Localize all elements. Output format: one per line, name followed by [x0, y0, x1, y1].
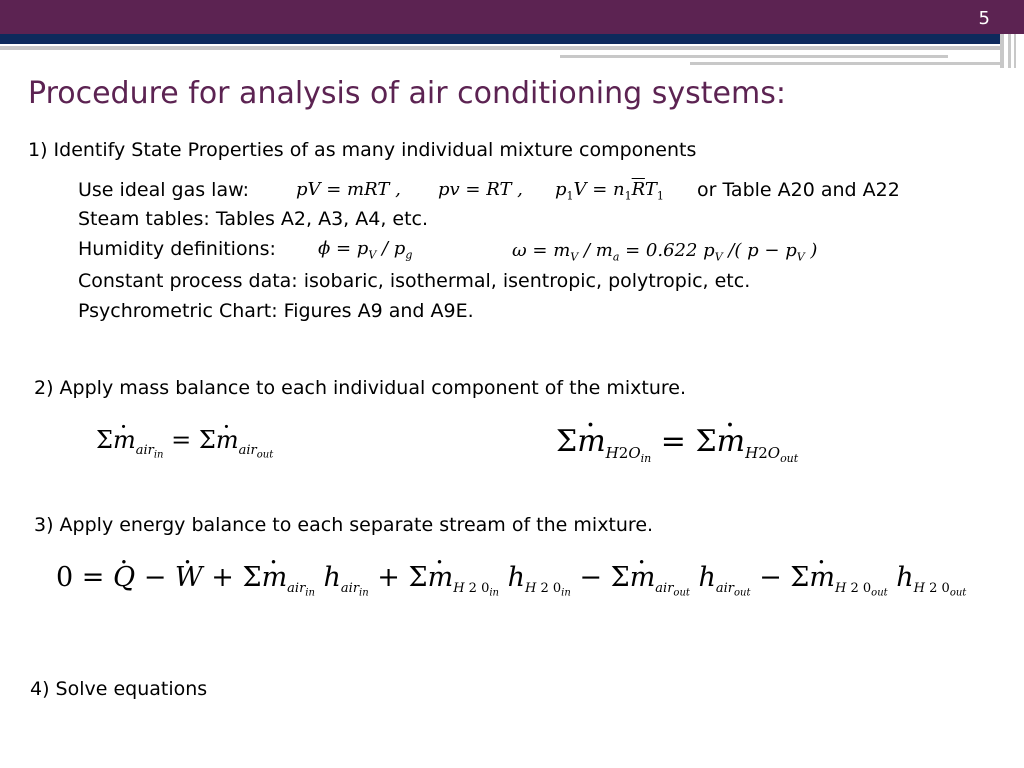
page-title: Procedure for analysis of air conditioning systems: [28, 76, 786, 111]
eq-pV: pV = mRT , [296, 179, 401, 200]
eq-omega: $\omega = m_V / m_a = 0.622$ $p_V$ /( $p - p_V$ ) [512, 240, 818, 264]
deco-bar [1008, 34, 1011, 68]
step2-heading: 2) Apply mass balance to each individual component of the mixture. [34, 377, 687, 399]
navy-stripe [0, 34, 1000, 44]
eq-h2o-mass-balance: $\Sigma\cdot m_{H2O_{in}} = \Sigma\cdot m_{H2O_{out}}$ [556, 424, 798, 465]
eq-phi: $\phi = p_V / p_g$ [318, 238, 413, 262]
process-data-line: Constant process data: isobaric, isothermal, isentropic, polytropic, etc. [78, 270, 751, 292]
step4-heading: 4) Solve equations [30, 678, 208, 700]
tables-note: or Table A20 and A22 [697, 179, 900, 201]
humidity-label: Humidity definitions: [78, 238, 276, 260]
gray-stripe [0, 46, 1000, 50]
deco-line [690, 62, 1000, 65]
step3-heading: 3) Apply energy balance to each separate stream of the mixture. [34, 514, 654, 536]
eq-air-mass-balance: $\Sigma\cdot m_{air_{in}} = \Sigma\cdot m_{air_{out}}$ [96, 426, 273, 460]
deco-line [560, 55, 948, 58]
deco-bar [1000, 34, 1004, 68]
psychrometric-line: Psychrometric Chart: Figures A9 and A9E. [78, 300, 474, 322]
eq-pv: pv = RT , [438, 179, 523, 200]
eq-energy-balance: 0 = · Q − · $W + \Sigma\cdot m_{air_{in}}$ $h_{air_{in}} + \Sigma\cdot m_{H 2 0_{in}}$ $h_{H 2 0_{in}} - \Sigma\cdot m_{air_{out}}$ $h_{air_{out}} - \Sigma\cdot m_{H 2 0_{out}}$ $h_{H 2 0_{out}}$ [56, 562, 966, 599]
deco-bar [1014, 34, 1016, 68]
eq-p1V: $p_1V = n_1\overline{R}T_1$ [555, 179, 664, 203]
step1-heading: 1) Identify State Properties of as many individual mixture components [28, 139, 697, 161]
steam-tables-line: Steam tables: Tables A2, A3, A4, etc. [78, 208, 429, 230]
slide-number: 5 [978, 8, 990, 29]
top-banner [0, 0, 1024, 34]
ideal-gas-label: Use ideal gas law: [78, 179, 249, 201]
